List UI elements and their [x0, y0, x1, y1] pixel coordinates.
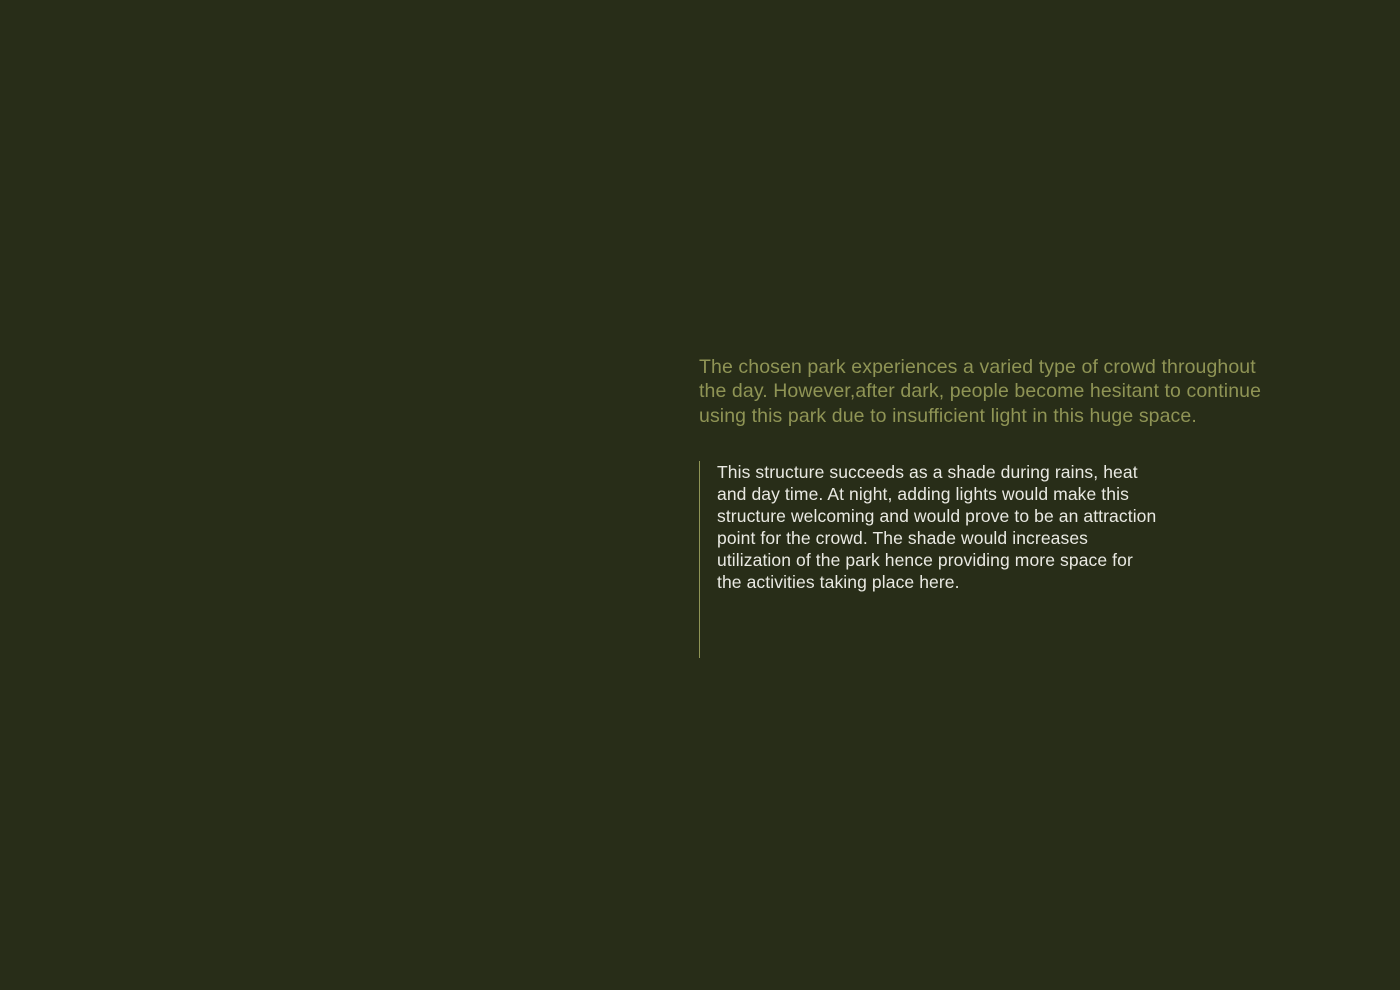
quote-paragraph-block	[699, 461, 1159, 658]
intro-paragraph: The chosen park experiences a varied type of crowd throughout the day. However,after dark, people become hesitant to continue using this park due to insufficient light in this huge space.	[699, 356, 1262, 427]
intro-paragraph-block	[699, 355, 1279, 428]
quote-paragraph: This structure succeeds as a shade during rains, heat and day time. At night, adding lights would make this structure welcoming and would prove to be an attraction point for the crowd. The shade would increases utilization of the park hence providing more space for the activities taking place here.	[717, 462, 1157, 592]
